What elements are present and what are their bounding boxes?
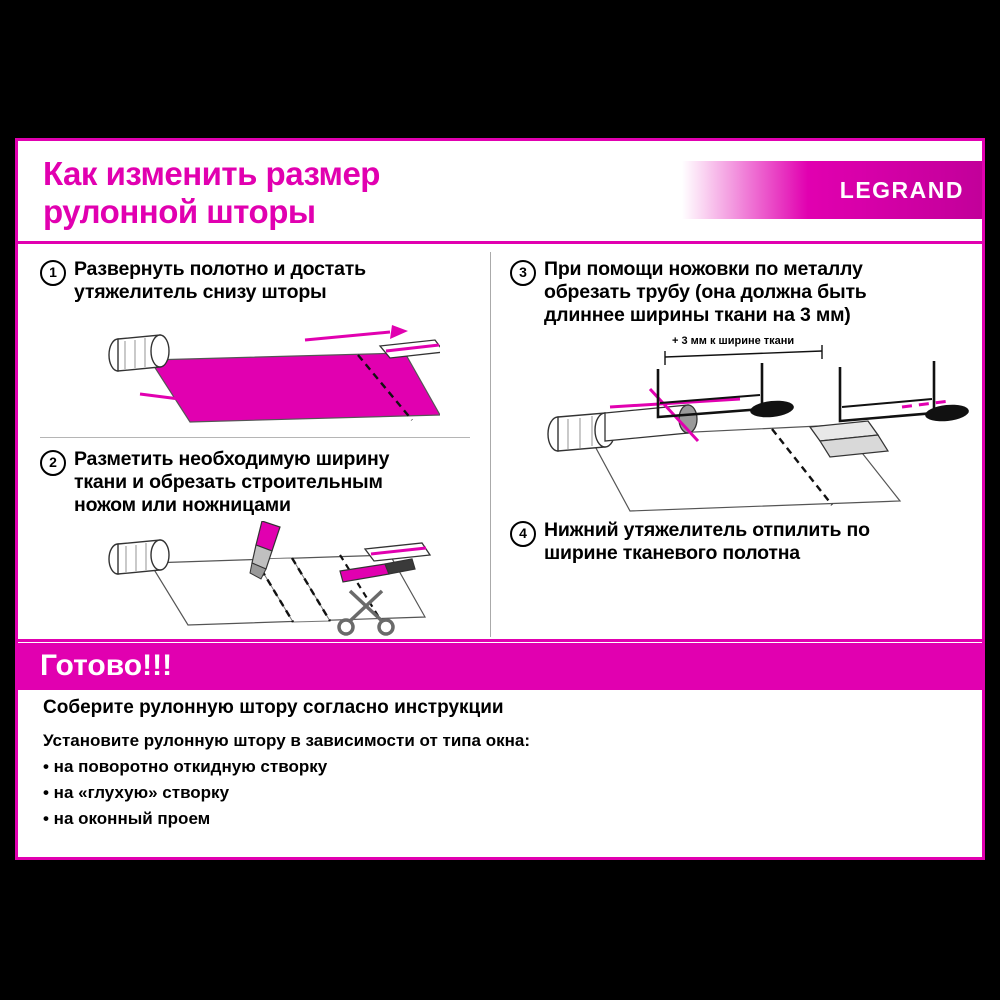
- step-3-number: 3: [510, 260, 536, 286]
- page-title: [43, 155, 643, 231]
- step-2-line3: ножом или ножницами: [74, 494, 291, 516]
- footer-bullet-3: • на оконный проем: [43, 809, 211, 828]
- step-2-illustration: [40, 521, 478, 641]
- step-4-line2: ширине тканевого полотна: [544, 542, 800, 564]
- ready-band: [18, 643, 982, 690]
- step-1: [18, 244, 488, 435]
- footer-subtitle: Установите рулонную штору в зависимости от типа окна:: [43, 731, 531, 750]
- step-1-line1: Развернуть полотно и достать: [74, 258, 366, 280]
- brand-logo-text: LEGRAND: [839, 177, 964, 203]
- hacksaw-icon-2: [840, 361, 934, 421]
- brand-banner: [682, 161, 982, 219]
- step-3: [492, 244, 982, 519]
- step-1-illustration: [40, 310, 478, 435]
- step-4-number: 4: [510, 521, 536, 547]
- column-divider: [490, 252, 491, 637]
- footer-title: Соберите рулонную штору согласно инструкции: [43, 697, 504, 718]
- step-4: [492, 519, 982, 565]
- step-3-text: [544, 258, 867, 327]
- header: [18, 141, 982, 241]
- steps-column-right: [492, 244, 982, 639]
- ready-divider: [18, 639, 982, 642]
- step-1-number: 1: [40, 260, 66, 286]
- step-3-line3: длиннее ширины ткани на 3 мм): [544, 304, 851, 326]
- ready-label: Готово!!!: [40, 649, 173, 682]
- step-2-number: 2: [40, 450, 66, 476]
- step-2: [18, 438, 488, 641]
- step-3-illustration: [510, 329, 968, 519]
- hacksaw-handle-1: [749, 399, 794, 420]
- steps-column-left: [18, 244, 488, 639]
- tube-note: + 3 мм к ширине ткани: [672, 335, 795, 347]
- step-2-line1: Разметить необходимую ширину: [74, 448, 390, 470]
- page-title-line1: Как изменить размер: [43, 155, 380, 192]
- page-title-line2: рулонной шторы: [43, 193, 316, 230]
- hacksaw-handle-2: [924, 403, 969, 424]
- step-1-text: [74, 258, 366, 304]
- step-2-text: [74, 448, 389, 517]
- steps-area: [18, 244, 982, 639]
- step-1-line2: утяжелитель снизу шторы: [74, 281, 327, 303]
- footer-bullet-2: • на «глухую» створку: [43, 783, 230, 802]
- footer-bullet-1: • на поворотно откидную створку: [43, 757, 328, 776]
- step-3-line2: обрезать трубу (она должна быть: [544, 281, 867, 303]
- step-2-line2: ткани и обрезать строительным: [74, 471, 383, 493]
- step-4-line1: Нижний утяжелитель отпилить по: [544, 519, 870, 541]
- step-3-line1: При помощи ножовки по металлу: [544, 258, 863, 280]
- instruction-card: [15, 138, 985, 860]
- step-4-text: [544, 519, 870, 565]
